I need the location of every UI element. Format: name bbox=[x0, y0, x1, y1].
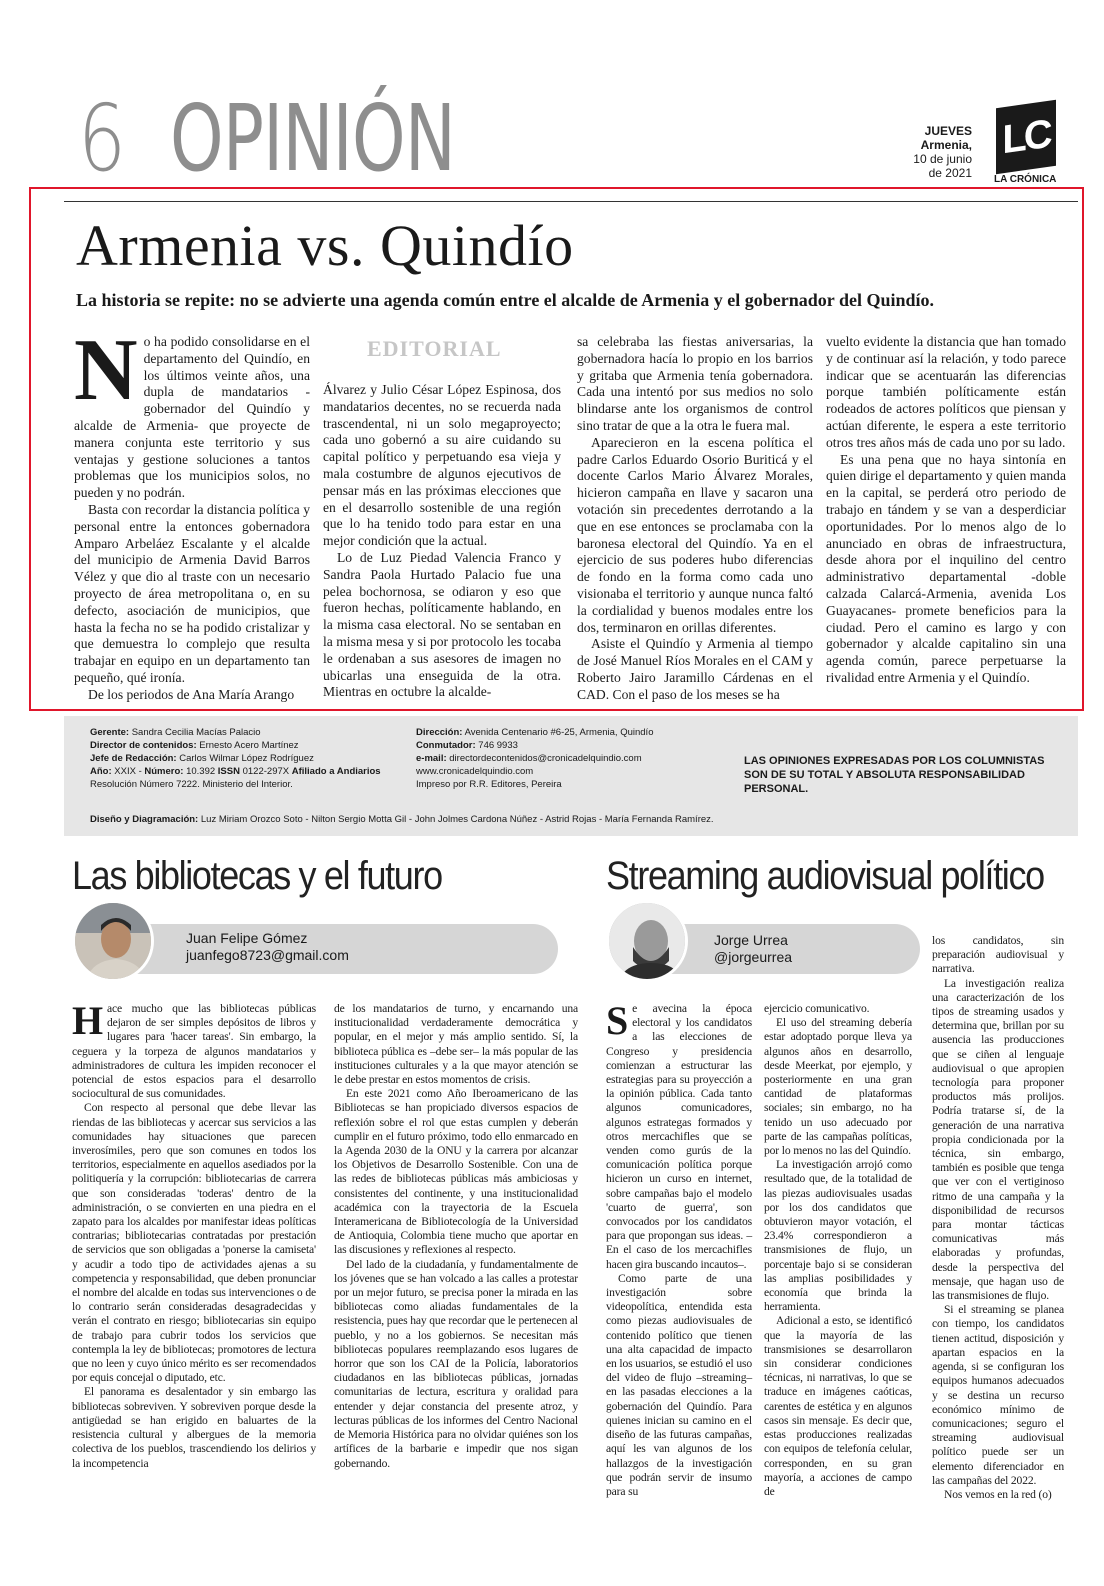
bibliotecas-author-avatar bbox=[72, 900, 154, 982]
streaming-author bbox=[714, 932, 792, 966]
author-handle[interactable]: @jorgeurrea bbox=[714, 949, 793, 965]
editorial-paragraph: Basta con recordar la distancia política y personal entre la entonces gobernadora Amparo Arbeláez Escalante y el alcalde del municipio de Armenia David Barros Vélez y que dio al traste con un necesario proyecto de área metropolitana o, en su defecto, asociación de municipios, que hasta la fecha no se ha podido cristalizar y que demuestra lo complejo que resulta trabajar en equipo en un departamento tan pequeño, qué ironía. bbox=[74, 501, 310, 685]
editorial-column-4 bbox=[826, 334, 1066, 687]
editorial-dropcap: N bbox=[74, 322, 138, 419]
streaming-author-avatar bbox=[606, 900, 688, 982]
top-divider bbox=[64, 201, 1078, 202]
bibliotecas-dropcap: H bbox=[72, 998, 103, 1043]
bibliotecas-title: Las bibliotecas y el futuro bbox=[72, 854, 442, 898]
logo-mark: LC bbox=[996, 100, 1056, 174]
masthead-label: Año: bbox=[90, 766, 112, 777]
masthead-value: XXIX - bbox=[114, 766, 142, 777]
column-paragraph: de los mandatarios de turno, y encarnando una institucionalidad verdaderamente democrática y popular, en el mejor y más amplio sentido. Sí, la biblioteca pública es –debe ser– la más popular de las instituciones culturales y a la que mayor atención se le debe prestar en estos momentos de crisis. bbox=[334, 1002, 578, 1087]
column-paragraph: Si el streaming se planea con tiempo, los candidatos tienen actitud, disposición y apartan espacios en la agenda, si se configuran los equipos humanos adecuados y se destina un recurso económico mínimo de comunicaciones; seguro el streaming audiovisual político puede ser un elemento diferenciador en las campañas del 2022. bbox=[932, 1303, 1064, 1487]
editorial-paragraph: vuelto evidente la distancia que han tomado y de continuar así la relación, y todo parece indicar que se acentuarán las diferencias porque también políticamente están rodeados de actores políticos que piensan y actúan diferente, le espera a este territorio otros tres años más de cada uno por su lado. bbox=[826, 334, 1066, 450]
column-paragraph: El uso del streaming debería estar adoptado porque lleva ya algunos años en desarrollo, desde Meerkat, por ejemplo, y posteriormente en una gran cantidad de plataformas sociales; sin embargo, no ha tenido un uso adecuado por parte de las campañas políticas, por lo menos no las del Quindío. bbox=[764, 1016, 912, 1158]
masthead-email-link[interactable]: directordecontenidos@cronicadelquindio.com bbox=[449, 753, 642, 764]
dateline-city: Armenia, bbox=[920, 138, 972, 152]
editorial-paragraph: Álvarez y Julio César López Espinosa, dos mandatarios decentes, no se recuerda nada trascendental, ni un solo megaproyecto; cada uno gobernó a su aire cuidando su capital político y perpetuando esa vieja y mala costumbre de algunos ejecutivos de pensar más en las próximas elecciones que en el desarrollo sostenible de una región que lo ha tenido todo para estar en una mejor condición que la actual. bbox=[323, 382, 561, 549]
streaming-dropcap: S bbox=[606, 998, 629, 1043]
masthead-label: ISSN bbox=[217, 766, 240, 777]
masthead-label: e-mail: bbox=[416, 753, 447, 764]
masthead-resolution: Resolución Número 7222. Ministerio del Interior. bbox=[90, 779, 293, 790]
column-paragraph bbox=[606, 998, 752, 1272]
masthead-value: Avenida Centenario #6-25, Armenia, Quindío bbox=[464, 727, 654, 738]
streaming-column-2 bbox=[764, 1002, 912, 1499]
paragraph-text: ace mucho que las bibliotecas públicas dejaron de ser simples depósitos de libros y lugares para 'hacer tareas'. Sin embargo, la ceguera y la torpeza de algunos mandatarios y administradores de cultura les impiden reconocer el potencial de estos espacios para el desarrollo sociocultural de sus comunidades. bbox=[72, 1002, 316, 1101]
masthead-contact bbox=[416, 726, 736, 791]
editorial-paragraph: sa celebraba las fiestas aniversarias, la gobernadora hacía lo propio en los barrios y gritaba que Armenia tenía gobernadora. Cada una intentó por sus medios no solo blindarse ante los organismos de control sino tratar de que a la otra le fuera mal. bbox=[577, 334, 813, 433]
masthead-value: Ernesto Acero Martínez bbox=[199, 740, 299, 751]
author-name: Juan Felipe Gómez bbox=[186, 930, 308, 946]
dateline-year: de 2021 bbox=[928, 166, 972, 180]
streaming-column-1 bbox=[606, 998, 752, 1499]
masthead-box bbox=[64, 716, 1078, 836]
editorial-column-2 bbox=[323, 382, 561, 701]
masthead-value: 10.392 bbox=[186, 766, 216, 777]
masthead-label: Gerente: bbox=[90, 727, 130, 738]
editorial-tag: EDITORIAL bbox=[367, 336, 502, 361]
design-credits bbox=[90, 814, 714, 825]
masthead-value: 0122-297X bbox=[242, 766, 290, 777]
masthead-affiliation: Afiliado a Andiarios bbox=[291, 766, 381, 777]
column-paragraph: Como parte de una investigación sobre videopolítica, entendida esta como piezas audiovisuales de contenido político que tienen una alta capacidad de impacto en los usuarios, se estudió el uso del video de flujo –streaming– en las pasadas elecciones a la gobernación del Quindío. Para quienes inician su camino en el diseño de las futuras campañas, aquí les van algunos de los hallazgos de la investigación que podrán servir de insumo para su bbox=[606, 1271, 752, 1498]
column-paragraph: La investigación realiza una caracterización de los tipos de streaming usados y determina que, brillan por su ausencia las producciones que se ciñen al lenguaje audiovisual o que apropien tecnología para proponer productos más prolijos. Podría tratarse sí, de la generación de una narrativa propia condicionada por la técnica, sin embargo, también es posible que tenga que ver con el vertiginoso ritmo de una campaña y la disponibilidad de recursos para montar tácticas comunicativas más elaboradas y profundas, desde la perspectiva del mensaje, que hagan uso de las transmisiones de flujo. bbox=[932, 976, 1064, 1303]
paragraph-text: o ha podido consolidarse en el departamento del Quindío, en los últimos veinte años, una dupla de mandatarios -gobernador del Quindío y alcalde de Armenia- que proyecte de manera conjunta este territorio y sus ventajas y gestione soluciones a tantos problemas que los municipios solos, no pueden y no podrán. bbox=[74, 334, 310, 501]
paragraph-text: e avecina la época electoral y los candidatos a las elecciones de Congreso y presidencia comienzan a estructurar las estrategias para su proyección a la opinión pública. Cada tanto algunos comunicadores, algunos estrategas formados y otros mercachifles que se venden como gurús de la comunicación política porque hicieron un curso en internet, sobre campañas bajo el modelo 'cuarto de guerra', son convocados por los candidatos para que propongan sus ideas. –En el caso de los mercachifles hacen gira buscando incautos–. bbox=[606, 1002, 752, 1271]
opinion-disclaimer: LAS OPINIONES EXPRESADAS POR LOS COLUMNISTAS SON DE SU TOTAL Y ABSOLUTA RESPONSABILIDAD PERSONAL. bbox=[744, 755, 1045, 795]
column-paragraph: Con respecto al personal que debe llevar las riendas de las bibliotecas y acercar sus servicios a las comunidades hay situaciones que parecen inverosímiles, pero que son comunes en todos los territorios, especialmente en aquellos asediados por la politiquería y la corrupción: bibliotecarias de carrera que son consideradas 'toderas' dentro de la administración, o se convierten en una piedra en el zapato para los alcaldes por manifestar ideas políticas contrarias; bibliotecarias contratadas por prestación de servicios que son obligadas a 'ponerse la camiseta' y acudir a todo tipo de actividades ajenas a su competencia y responsabilidad, que deben pronunciar el nombre del alcalde en todas sus intervenciones o de lo contrario serán consideradas desagradecidas y verán el contrato en riesgo; bibliotecarias sin equipo de trabajo para cubrir todos los servicios que contempla la ley de bibliotecas; promotores de lectura que no leen y cuyo único mérito es ser recomendados por equis concejal o diputado, etc. bbox=[72, 1101, 316, 1385]
masthead-label: Jefe de Redacción: bbox=[90, 753, 177, 764]
dateline bbox=[872, 124, 972, 180]
editorial-column-1 bbox=[74, 322, 310, 704]
bibliotecas-column-1 bbox=[72, 998, 316, 1471]
masthead-label: Número: bbox=[144, 766, 184, 777]
author-name: Jorge Urrea bbox=[714, 932, 788, 948]
dateline-day: JUEVES bbox=[924, 124, 972, 138]
column-paragraph: ejercicio comunicativo. bbox=[764, 1002, 870, 1015]
column-paragraph: los candidatos, sin preparación audiovisual y narrativa. bbox=[932, 934, 1064, 976]
masthead-staff bbox=[90, 726, 400, 791]
editorial-column-3 bbox=[577, 334, 813, 704]
newspaper-logo bbox=[996, 104, 1060, 186]
masthead-label: Dirección: bbox=[416, 727, 463, 738]
editorial-paragraph: De los periodos de Ana María Arango bbox=[88, 686, 295, 702]
column-paragraph: La investigación arrojó como resultado que, de la totalidad de las piezas audiovisuales usadas por los dos candidatos que obtuvieron mayor votación, el 23.4% correspondieron a transmisiones de flujo, un porcentaje bajo si se consideran las amplias posibilidades y economía que brinda la herramienta. bbox=[764, 1158, 912, 1314]
column-paragraph: Del lado de la ciudadanía, y fundamentalmente de los jóvenes que se han volcado a las calles a protestar por un mejor futuro, se precisa poner la mirada en las bibliotecas como aliadas fundamentales de la resistencia, pues hay que recordar que le pertenecen al pueblo, y no a los gobiernos. Se necesitan más bibliotecas populares reemplazando esos lugares de horror que son los CAI de la Policía, laboratorios ciudadanos en las bibliotecas públicas, jornadas comunitarias de lectura, escritura y oralidad para entender y dejar constancia del presente atroz, y lecturas públicas de los informes del Centro Nacional de Memoria Histórica para no olvidar quiénes son los artífices de la barbarie e impedir que nos sigan gobernando. bbox=[334, 1257, 578, 1470]
editorial-paragraph: Es una pena que no haya sintonía en quien dirige el departamento y quien manda en la capital, se perderá otro periodo de trabajo en tándem y se van a desperdiciar oportunidades. Por lo menos algo de lo anunciado en obras de infraestructura, desde ahora por el inquilino del centro administrativo departamental -doble calzada Calarcá-Armenia, avenida Los Guayacanes- promete beneficios para la ciudad. Pero el camino es largo y con gobernador y alcalde capitalino sin una agenda común, parece perpetuarse la rivalidad entre Armenia y el Quindío. bbox=[826, 451, 1066, 685]
editorial-paragraph: Asiste el Quindío y Armenia al tiempo de José Manuel Ríos Morales en el CAM y Roberto Jairo Jaramillo Cárdenas en el CAD. Con el paso de los meses se ha bbox=[577, 636, 813, 702]
column-paragraph: Adicional a esto, se identificó que la mayoría de las transmisiones se desarrollaron sin considerar condiciones técnicas, ni narrativas, lo que se traduce en imágenes caóticas, carentes de estética y en algunos casos sin mensaje. Es decir que, estas producciones realizadas con equipos de telefonía celular, corresponden, en su gran mayoría, a acciones de campo de bbox=[764, 1314, 912, 1498]
masthead-value: 746 9933 bbox=[478, 740, 518, 751]
column-paragraph bbox=[72, 998, 316, 1101]
bibliotecas-column-2 bbox=[334, 1002, 578, 1471]
masthead-label: Diseño y Diagramación: bbox=[90, 814, 199, 825]
editorial-title: Armenia vs. Quindío bbox=[76, 213, 574, 278]
masthead-printer: Impreso por R.R. Editores, Pereira bbox=[416, 779, 562, 790]
editorial-subtitle: La historia se repite: no se advierte una agenda común entre el alcalde de Armenia y el gobernador del Quindío. bbox=[76, 290, 934, 310]
column-paragraph: El panorama es desalentador y sin embargo las bibliotecas sobreviven. Y sobreviven porque desde la antigüedad se han erigido en baluartes de la resistencia cultural y albergues de la memoria colectiva de los pueblos, trascendiendo los delirios y la incompetencia bbox=[72, 1385, 316, 1470]
masthead-value: Sandra Cecilia Macías Palacio bbox=[131, 727, 261, 738]
streaming-title: Streaming audiovisual político bbox=[606, 854, 1044, 898]
section-name: OPINIÓN bbox=[170, 85, 456, 192]
masthead-label: Director de contenidos: bbox=[90, 740, 197, 751]
streaming-column-3 bbox=[932, 934, 1064, 1502]
editorial-paragraph bbox=[74, 322, 310, 502]
masthead-value: Carlos Wilmar López Rodríguez bbox=[179, 753, 314, 764]
column-paragraph: En este 2021 como Año Iberoamericano de las Bibliotecas se han propiciado diversos espacios de reflexión sobre el rol que estas cumplen y deberán cumplir en el futuro próximo, todo ello enmarcado en la Agenda 2030 de la ONU y la carrera por alcanzar los Objetivos de Desarrollo Sostenible. Con una de las redes de bibliotecas públicas más ambiciosas y consistentes del continente, y una institucionalidad académica con la trayectoria de la Escuela Interamericana de Bibliotecología de la Universidad de Antioquia, Colombia tiene mucho que aportar en las discusiones y reflexiones al respecto. bbox=[334, 1087, 578, 1257]
column-paragraph: Nos vemos en la red (o) bbox=[944, 1487, 1052, 1501]
masthead-website-link[interactable]: www.cronicadelquindio.com bbox=[416, 766, 534, 777]
section-header bbox=[78, 84, 538, 194]
masthead-value: Luz Miriam Orozco Soto - Nilton Sergio Motta Gil - John Jolmes Cardona Núñez - Astrid Rojas - María Fernanda Ramírez. bbox=[200, 814, 714, 825]
masthead-label: Conmutador: bbox=[416, 740, 476, 751]
bibliotecas-author bbox=[186, 930, 349, 964]
editorial-paragraph: Lo de Luz Piedad Valencia Franco y Sandra Paola Hurtado Palacio fue una pelea bochornosa, se odiaron y eso que fueron hechas, políticamente hablando, en la misma casa electoral. No se sentaban en la misma mesa y si por protocolo les tocaba le ordenaban a sus asesores de imagen no ubicarlas una enseguida de la otra. Mientras en octubre la alcalde- bbox=[323, 549, 561, 700]
logo-name: LA CRÓNICA bbox=[994, 174, 1057, 185]
author-email[interactable]: juanfego8723@gmail.com bbox=[186, 947, 349, 963]
page-number: 6 bbox=[78, 85, 125, 192]
dateline-date: 10 de junio bbox=[913, 152, 972, 166]
editorial-paragraph: Aparecieron en la escena política el padre Carlos Eduardo Osorio Buriticá y el docente Carlos Mario Álvarez Morales, hicieron campaña en llave y sacaron una votación sin precedentes derrotando a la que en ese entonces se proclamaba con la baronesa electoral del Quindío. Ya en el ejercicio de sus poderes hubo diferencias de fondo en la forma como cada uno visionaba el territorio y aunque nunca faltó la cordialidad y buenos modales entre los dos, terminaron en orillas diferentes. bbox=[577, 434, 813, 635]
